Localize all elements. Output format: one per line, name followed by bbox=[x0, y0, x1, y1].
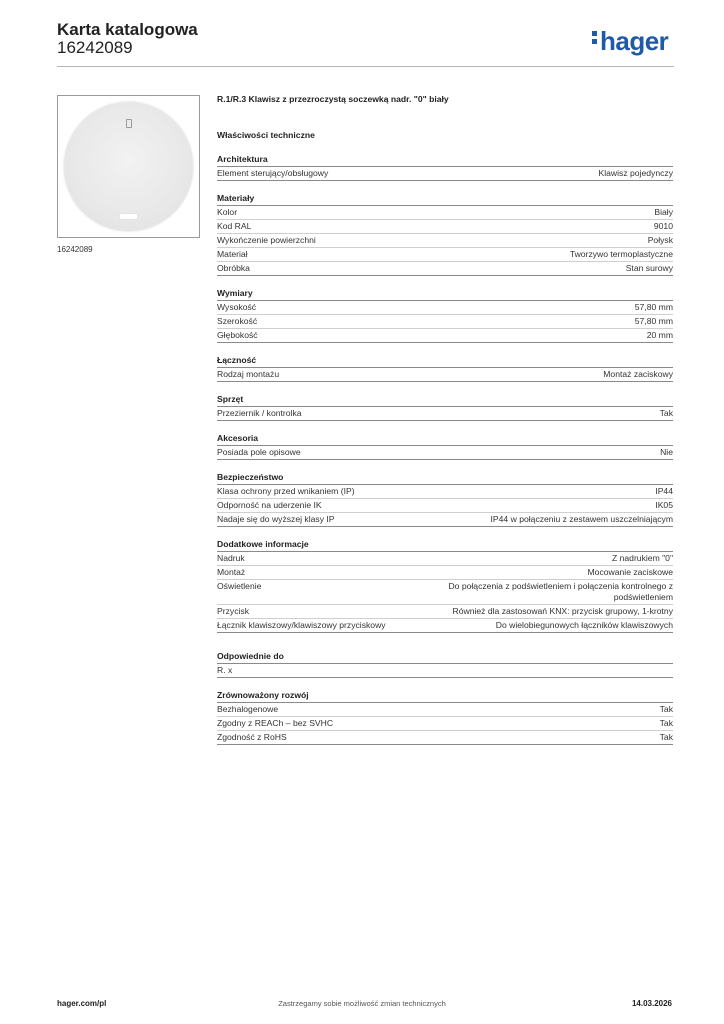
spec-label: Klasa ochrony przed wnikaniem (IP) bbox=[217, 486, 355, 496]
section-title: Zrównoważony rozwój bbox=[217, 689, 673, 703]
spec-row bbox=[217, 220, 673, 234]
spec-row bbox=[217, 499, 673, 513]
spec-section bbox=[217, 393, 673, 421]
spec-section bbox=[217, 689, 673, 745]
spec-label: Montaż bbox=[217, 567, 246, 577]
spec-label: Nadaje się do wyższej klasy IP bbox=[217, 514, 335, 524]
spec-label: Przeziernik / kontrolka bbox=[217, 408, 302, 418]
footer-date: 14.03.2026 bbox=[631, 999, 672, 1008]
spec-row bbox=[217, 605, 673, 619]
section-title: Architektura bbox=[217, 153, 673, 167]
spec-section bbox=[217, 471, 673, 527]
spec-label: Obróbka bbox=[217, 263, 250, 273]
spec-row bbox=[217, 664, 673, 678]
footer-website[interactable]: hager.com/pl bbox=[57, 999, 107, 1008]
spec-row bbox=[217, 301, 673, 315]
spec-row bbox=[217, 368, 673, 382]
spec-section bbox=[217, 538, 673, 633]
switch-rocker-image bbox=[64, 102, 193, 231]
section-title: Dodatkowe informacje bbox=[217, 538, 673, 552]
section-title: Bezpieczeństwo bbox=[217, 471, 673, 485]
spec-section bbox=[217, 650, 673, 678]
section-title: Łączność bbox=[217, 354, 673, 368]
spec-row bbox=[217, 619, 673, 633]
spec-label: Szerokość bbox=[217, 316, 258, 326]
spec-row bbox=[217, 407, 673, 421]
spec-value: Montaż zaciskowy bbox=[603, 369, 673, 379]
spec-value: 20 mm bbox=[646, 330, 673, 340]
spec-row bbox=[217, 315, 673, 329]
spec-value: 57,80 mm bbox=[634, 302, 673, 312]
spec-section bbox=[217, 354, 673, 382]
spec-value: IP44 bbox=[655, 486, 673, 496]
spec-value: Mocowanie zaciskowe bbox=[587, 567, 673, 577]
rocker-slot bbox=[120, 214, 137, 219]
section-title: Materiały bbox=[217, 192, 673, 206]
spec-row bbox=[217, 552, 673, 566]
spec-label: Oświetlenie bbox=[217, 581, 262, 591]
spec-row bbox=[217, 703, 673, 717]
spec-value: Klawisz pojedynczy bbox=[598, 168, 673, 178]
spec-label: Zgodny z REACh – bez SVHC bbox=[217, 718, 334, 728]
logo-dots-icon bbox=[592, 31, 598, 47]
spec-row bbox=[217, 248, 673, 262]
spec-content bbox=[217, 92, 673, 745]
hager-logo bbox=[592, 26, 668, 56]
spec-row bbox=[217, 206, 673, 220]
spec-label: Element sterujący/obsługowy bbox=[217, 168, 329, 178]
spec-value: 57,80 mm bbox=[634, 316, 673, 326]
spec-section bbox=[217, 432, 673, 460]
lens-window-icon bbox=[126, 119, 132, 128]
spec-value: Tak bbox=[659, 732, 673, 742]
section-title: Wymiary bbox=[217, 287, 673, 301]
spec-row bbox=[217, 485, 673, 499]
header-divider bbox=[57, 66, 674, 67]
spec-value: Do wielobiegunowych łączników klawiszowych bbox=[495, 620, 673, 630]
spec-row bbox=[217, 446, 673, 460]
spec-row bbox=[217, 513, 673, 527]
spec-label: Wykończenie powierzchni bbox=[217, 235, 316, 245]
product-image bbox=[57, 95, 200, 238]
spec-value: Nie bbox=[660, 447, 673, 457]
section-title: Akcesoria bbox=[217, 432, 673, 446]
spec-value: Tak bbox=[659, 408, 673, 418]
spec-row bbox=[217, 731, 673, 745]
spec-value: IP44 w połączeniu z zestawem uszczelniającym bbox=[490, 514, 673, 524]
spec-label: Odporność na uderzenie IK bbox=[217, 500, 322, 510]
spec-value: 9010 bbox=[653, 221, 673, 231]
spec-label: Wysokość bbox=[217, 302, 257, 312]
product-name: R.1/R.3 Klawisz z przezroczystą soczewką nadr. "0" biały bbox=[217, 94, 449, 104]
spec-label: Kod RAL bbox=[217, 221, 252, 231]
section-title: Odpowiednie do bbox=[217, 650, 673, 664]
spec-label: Przycisk bbox=[217, 606, 249, 616]
product-code: 16242089 bbox=[57, 38, 133, 57]
spec-row bbox=[217, 329, 673, 343]
spec-label: Zgodność z RoHS bbox=[217, 732, 287, 742]
footer-disclaimer: Zastrzegamy sobie możliwość zmian technicznych bbox=[278, 999, 446, 1008]
logo-text: hager bbox=[600, 26, 669, 56]
document-title: Karta katalogowa bbox=[57, 20, 198, 39]
spec-section bbox=[217, 153, 673, 181]
spec-row bbox=[217, 580, 673, 605]
spec-row bbox=[217, 566, 673, 580]
spec-value: Stan surowy bbox=[625, 263, 673, 273]
spec-label: Bezhalogenowe bbox=[217, 704, 279, 714]
spec-label: Rodzaj montażu bbox=[217, 369, 280, 379]
spec-sections bbox=[217, 153, 673, 745]
spec-value: IK05 bbox=[655, 500, 673, 510]
spec-label: R. x bbox=[217, 665, 233, 675]
section-title: Sprzęt bbox=[217, 393, 673, 407]
spec-label: Materiał bbox=[217, 249, 248, 259]
spec-label: Nadruk bbox=[217, 553, 245, 563]
product-image-caption: 16242089 bbox=[57, 245, 93, 254]
spec-value: Również dla zastosowań KNX: przycisk grupowy, 1-krotny bbox=[452, 606, 673, 616]
spec-label: Łącznik klawiszowy/klawiszowy przyciskowy bbox=[217, 620, 386, 630]
spec-row bbox=[217, 167, 673, 181]
spec-row bbox=[217, 262, 673, 276]
spec-label: Kolor bbox=[217, 207, 238, 217]
spec-value: Tworzywo termoplastyczne bbox=[569, 249, 673, 259]
spec-value: Tak bbox=[659, 704, 673, 714]
spec-label: Posiada pole opisowe bbox=[217, 447, 301, 457]
spec-section bbox=[217, 287, 673, 343]
spec-value: Z nadrukiem "0" bbox=[611, 553, 673, 563]
spec-value: Tak bbox=[659, 718, 673, 728]
spec-row bbox=[217, 717, 673, 731]
spec-value: Połysk bbox=[647, 235, 673, 245]
spec-value: Biały bbox=[654, 207, 673, 217]
spec-value: Do połączenia z podświetleniem i połączenia kontrolnego z podświetleniem bbox=[448, 581, 673, 602]
spec-section bbox=[217, 192, 673, 276]
technical-properties-heading: Właściwości techniczne bbox=[217, 130, 315, 140]
spec-row bbox=[217, 234, 673, 248]
spec-label: Głębokość bbox=[217, 330, 258, 340]
